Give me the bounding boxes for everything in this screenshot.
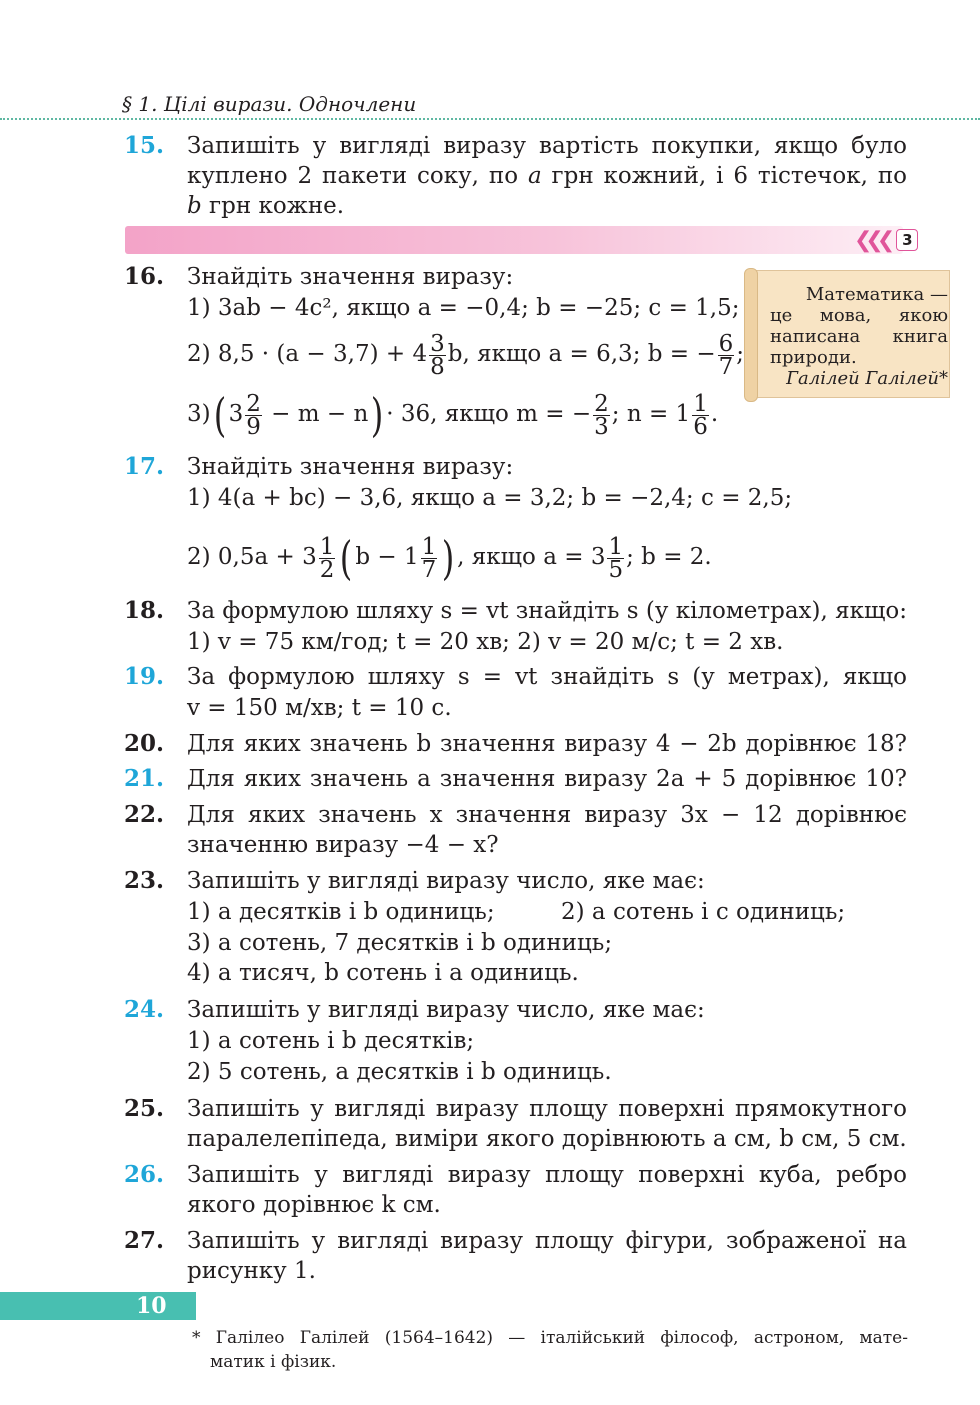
footnote-line-2: матик і фізик.: [210, 1352, 337, 1372]
fraction: $\frac{2}{9}$: [246, 390, 261, 440]
problem-19-line-1: За формулою шляху s = vt знайдіть s (у метрах), якщо: [187, 664, 907, 690]
problem-26-line-2: якого дорівнює k см.: [187, 1192, 441, 1218]
problem-17-intro: Знайдіть значення виразу:: [187, 454, 514, 480]
fraction: $\frac{3}{8}$: [430, 330, 445, 380]
quote-text: [770, 284, 948, 389]
problem-26-line-1: Запишіть у вигляді виразу площу поверхні куба, ребро: [187, 1162, 907, 1188]
problem-18-line-2: 1) v = 75 км/год; t = 20 хв; 2) v = 20 м/с; t = 2 хв.: [187, 629, 784, 655]
scroll-roll-icon: [744, 268, 758, 402]
problem-17-item-2: 2) 0,5a + 3 $\frac{1}{2}$ ( b − 1 $\frac{1}{7}$ ) , якщо a = 3 $\frac{1}{5}$ ; b = 2.: [187, 531, 712, 585]
problem-27-line-2: рисунку 1.: [187, 1258, 316, 1284]
problem-23-item-2: 2) a сотень і c одиниць;: [561, 899, 846, 925]
header-divider: [0, 118, 980, 120]
quote-author: Галілей Галілей*: [786, 368, 948, 389]
fraction: $\frac{1}{2}$: [319, 533, 335, 583]
problem-number-16: 16.: [124, 263, 165, 290]
problem-number-22: 22.: [124, 801, 165, 828]
problem-16-item-1: 1) 3ab − 4c², якщо a = −0,4; b = −25; c = 1,5;: [187, 295, 740, 321]
quote-line-3: написана книга: [770, 326, 948, 347]
fraction: $\frac{6}{7}$: [718, 330, 734, 380]
problem-number-27: 27.: [124, 1227, 165, 1254]
problem-number-18: 18.: [124, 597, 165, 624]
problem-23-item-4: 4) a тисяч, b сотень і a одиниць.: [187, 960, 579, 986]
problem-15-line-3: b грн кожне.: [187, 193, 345, 219]
problem-24-item-2: 2) 5 сотень, a десятків і b одиниць.: [187, 1059, 612, 1085]
problem-16-intro: Знайдіть значення виразу:: [187, 264, 514, 290]
problem-number-15: 15.: [124, 132, 165, 159]
problem-21-line-1: Для яких значень a значення виразу 2a + 5 дорівнює 10?: [187, 766, 907, 792]
problem-22-line-2: значенню виразу −4 − x?: [187, 832, 499, 858]
problem-24-intro: Запишіть у вигляді виразу число, яке має:: [187, 997, 705, 1023]
footnote: [192, 1326, 908, 1374]
quote-line-4: природи.: [770, 347, 857, 368]
level-number: 3: [896, 229, 918, 251]
fraction: $\frac{2}{3}$: [594, 390, 609, 440]
problem-25-line-2: паралелепіпеда, виміри якого дорівнюють a см, b см, 5 см.: [187, 1126, 907, 1152]
problem-number-24: 24.: [124, 996, 165, 1023]
fraction: $\frac{1}{5}$: [608, 533, 624, 583]
problem-number-17: 17.: [124, 453, 165, 480]
quote-line-2: це мова, якою: [770, 305, 948, 326]
problem-19-line-2: v = 150 м/хв; t = 10 с.: [187, 695, 452, 721]
problem-16-item-3: 3)( 3 $\frac{2}{9}$ − m − n) · 36, якщо m = − $\frac{2}{3}$ ; n = 1 $\frac{1}{6}$ .: [187, 388, 719, 442]
quote-line-1: Математика —: [805, 284, 948, 305]
problem-20-line-1: Для яких значень b значення виразу 4 − 2b дорівнює 18?: [187, 731, 907, 757]
problem-27-line-1: Запишіть у вигляді виразу площу фігури, зображеної на: [187, 1228, 907, 1254]
difficulty-level-badge: [854, 226, 918, 254]
fraction: $\frac{1}{6}$: [693, 390, 708, 440]
problem-23-item-3: 3) a сотень, 7 десятків і b одиниць;: [187, 930, 613, 956]
problem-15-line-2: куплено 2 пакети соку, по a грн кожний, і 6 тістечок, по: [187, 163, 907, 189]
chevrons-icon: ❮❮❮: [854, 227, 889, 253]
problem-number-20: 20.: [124, 730, 165, 757]
problem-25-line-1: Запишіть у вигляді виразу площу поверхні прямокутного: [187, 1096, 907, 1122]
problem-number-25: 25.: [124, 1095, 165, 1122]
problem-16-item-2: 2) 8,5 · (a − 3,7) + 4 $\frac{3}{8}$ b, якщо a = 6,3; b = − $\frac{6}{7}$ ;: [187, 330, 745, 380]
problem-number-23: 23.: [124, 867, 165, 894]
problem-17-item-1: 1) 4(a + bc) − 3,6, якщо a = 3,2; b = −2,4; c = 2,5;: [187, 485, 793, 511]
problem-23-item-1: 1) a десятків і b одиниць;: [187, 899, 495, 925]
problem-24-item-1: 1) a сотень і b десятків;: [187, 1028, 475, 1054]
problem-18-line-1: За формулою шляху s = vt знайдіть s (у кілометрах), якщо:: [187, 598, 907, 624]
page-number: 10: [136, 1293, 167, 1319]
problem-23-intro: Запишіть у вигляді виразу число, яке має:: [187, 868, 705, 894]
problem-number-19: 19.: [124, 663, 165, 690]
problem-15-line-1: Запишіть у вигляді виразу вартість покупки, якщо було: [187, 133, 907, 159]
running-head: § 1. Цілі вирази. Одночлени: [122, 92, 417, 116]
fraction: $\frac{1}{7}$: [421, 533, 437, 583]
problem-number-26: 26.: [124, 1161, 165, 1188]
problem-number-21: 21.: [124, 765, 165, 792]
problem-22-line-1: Для яких значень x значення виразу 3x − 12 дорівнює: [187, 802, 907, 828]
difficulty-band: [125, 226, 903, 254]
footnote-line-1: * Галілео Галілей (1564–1642) — італійський філософ, астроном, мате-: [192, 1328, 908, 1348]
